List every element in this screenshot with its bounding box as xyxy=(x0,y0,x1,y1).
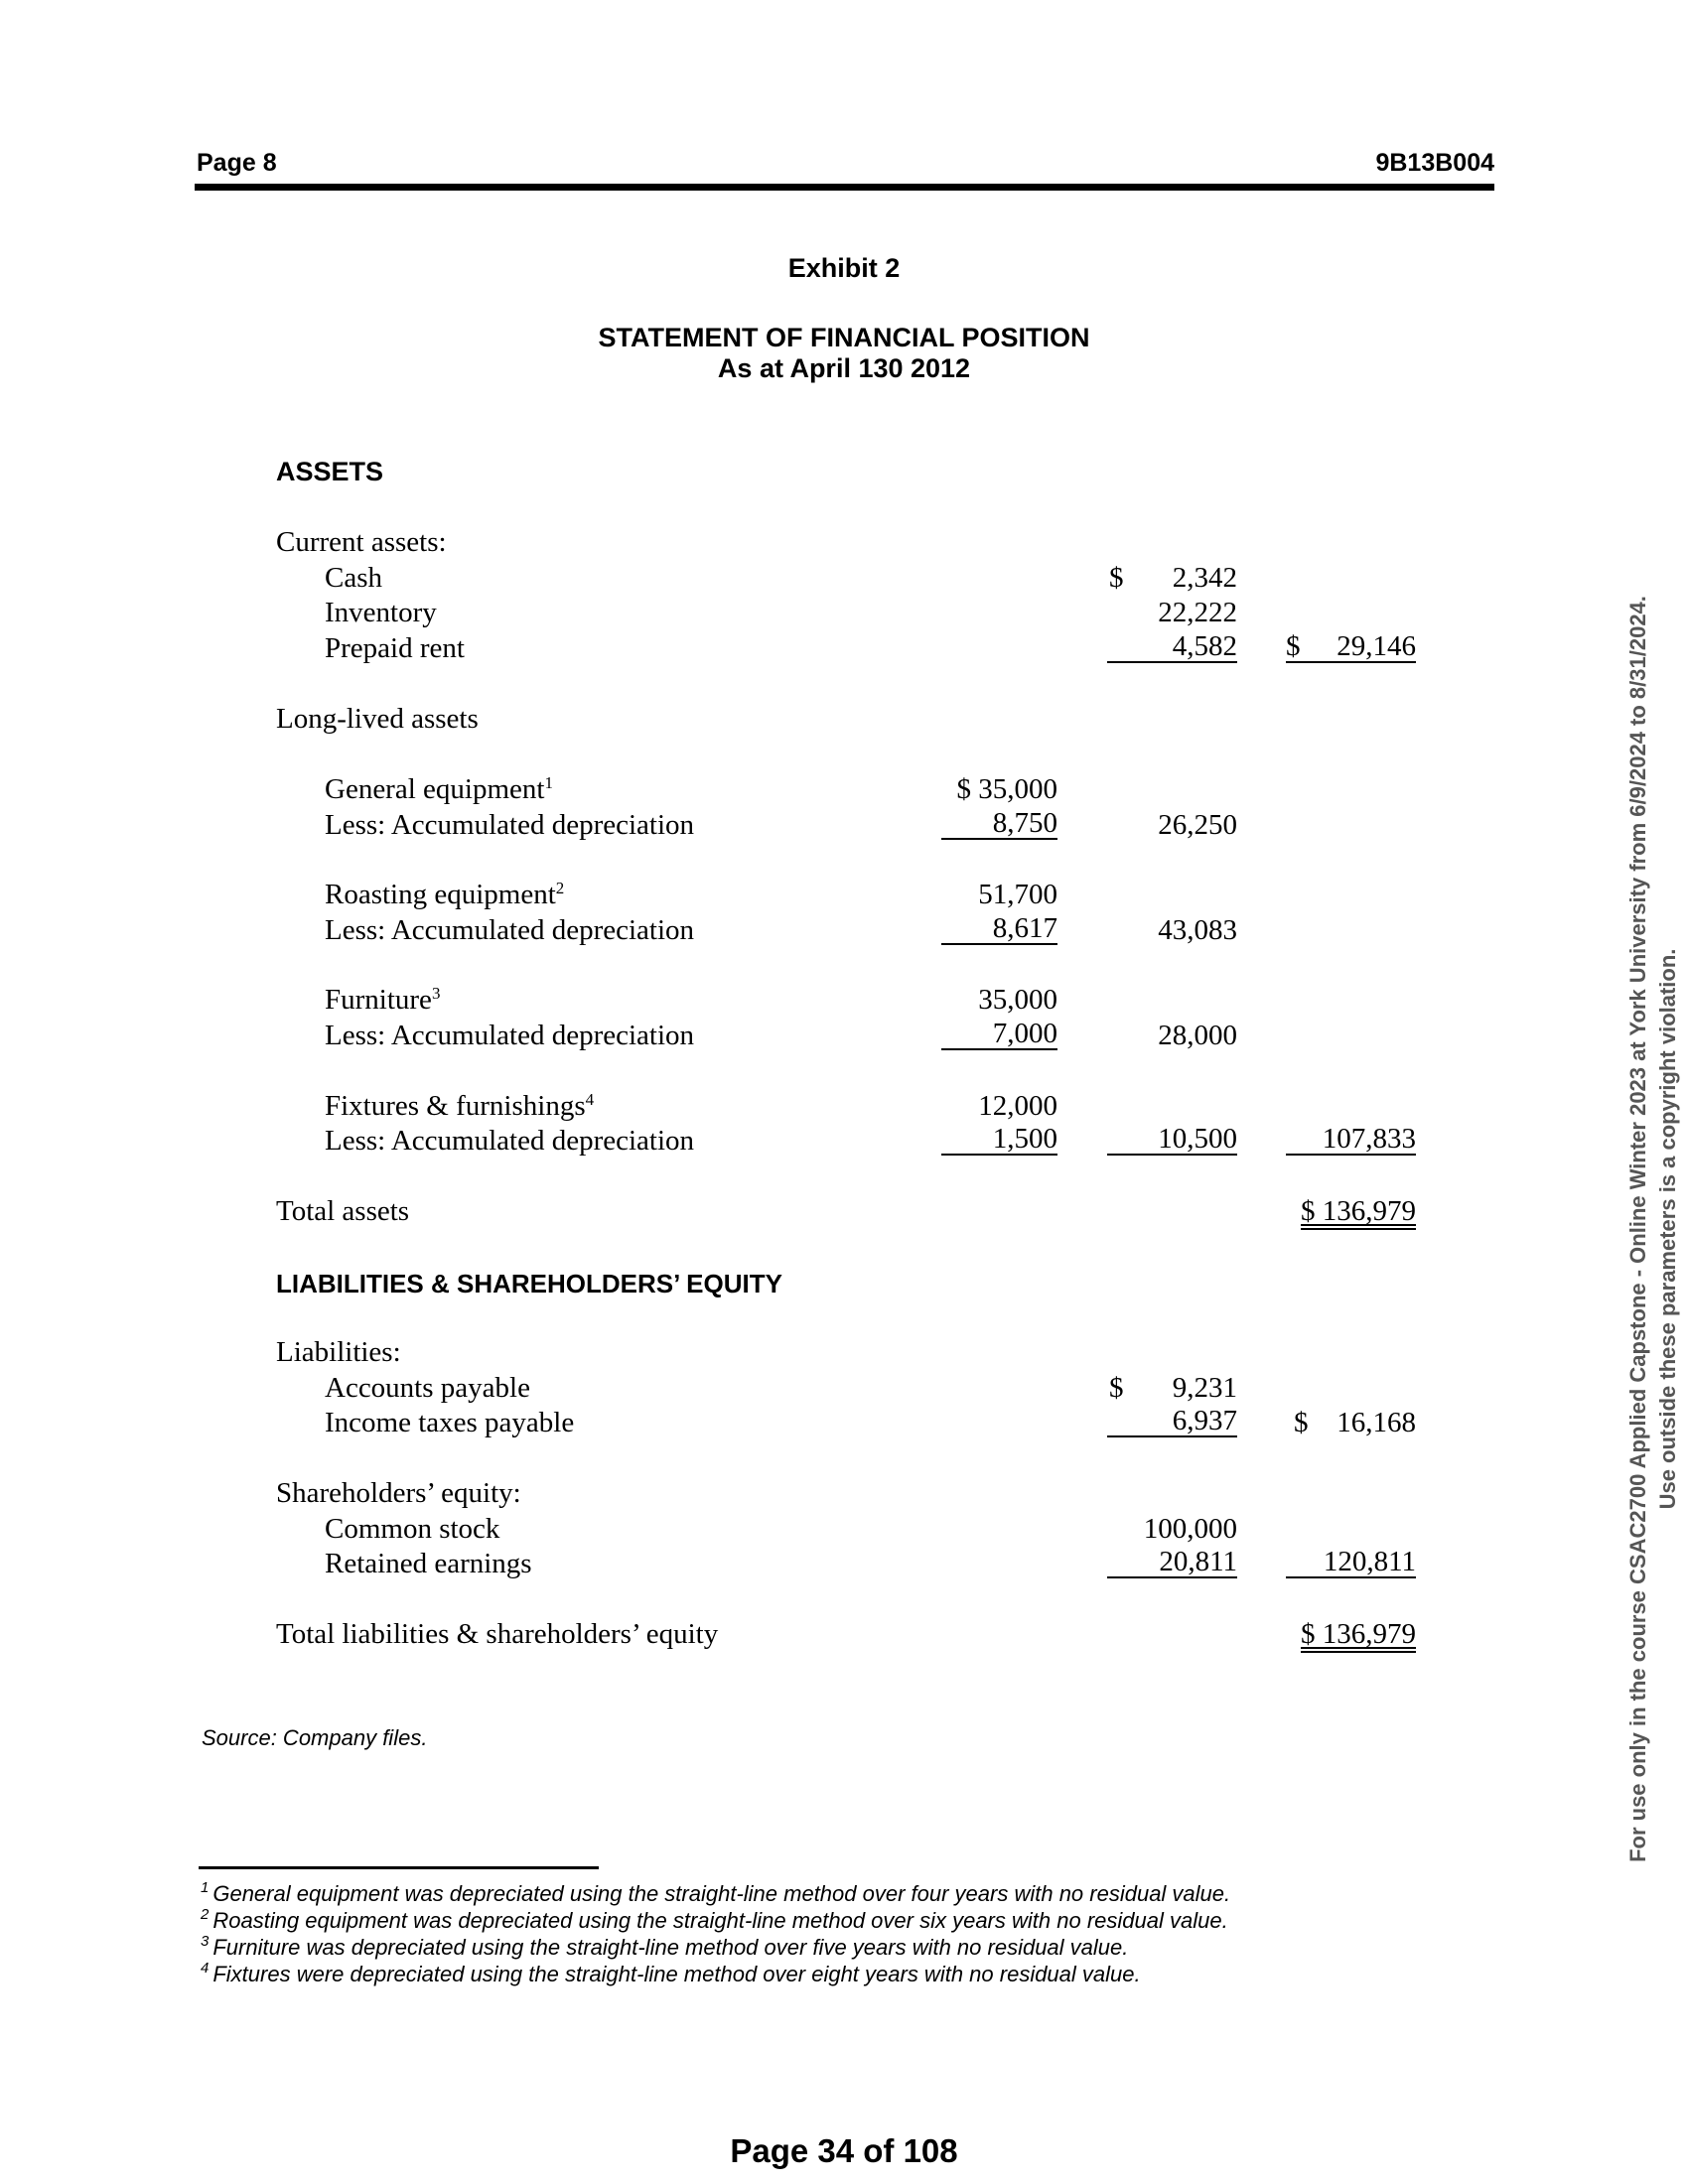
footnote-1: $^1$ General equipment was depreciated using the straight-line method over four years with no residual value. xyxy=(201,1879,1231,1906)
common-stock-value: 100,000 xyxy=(1143,1513,1237,1545)
page-number: Page 34 of 108 xyxy=(730,2132,958,2169)
fixtures-label: Fixtures & furnishings$^4$ xyxy=(325,1090,595,1122)
roasting-equipment-dep: 8,617 xyxy=(941,913,1057,945)
retained-earnings-value: 20,811 xyxy=(1107,1547,1237,1578)
accounts-payable-value: 9,231 xyxy=(1172,1372,1237,1404)
footnote-3: $^3$ Furniture was depreciated using the straight-line method over five years with no residual value. xyxy=(201,1933,1129,1960)
roasting-equipment-label: Roasting equipment$^2$ xyxy=(325,879,565,910)
statement-date: As at April 130 2012 xyxy=(717,353,971,383)
total-liabilities-equity-row xyxy=(0,1617,1688,1651)
furniture-dep-label: Less: Accumulated depreciation xyxy=(325,1020,695,1051)
equity-label: Shareholders’ equity: xyxy=(276,1477,521,1509)
watermark-line-1: For use only in the course CSAC2700 Applied Capstone - Online Winter 2023 at York University from 6/9/2024 to 8/31/2024. xyxy=(1625,596,1650,1862)
general-equipment-label: General equipment$^1$ xyxy=(325,773,553,805)
inventory-value: 22,222 xyxy=(1158,597,1237,628)
current-assets-total: 29,146 xyxy=(1336,630,1416,662)
accounts-payable-currency: $ xyxy=(1109,1372,1124,1404)
income-taxes-value: 6,937 xyxy=(1107,1406,1237,1437)
furniture-dep-row xyxy=(0,1019,1688,1052)
exhibit-title: Exhibit 2 xyxy=(787,253,901,283)
current-assets-row xyxy=(0,525,1688,559)
roasting-equipment-dep-label: Less: Accumulated depreciation xyxy=(325,914,695,946)
liabilities-total-currency: $ xyxy=(1294,1407,1309,1438)
liabilities-total: 16,168 xyxy=(1336,1407,1416,1438)
fixtures-row xyxy=(0,1089,1688,1123)
inventory-row xyxy=(0,596,1688,629)
fixtures-net: 10,500 xyxy=(1107,1124,1237,1156)
general-equipment-dep-row xyxy=(0,808,1688,842)
retained-earnings-label: Retained earnings xyxy=(325,1548,532,1579)
general-equipment-net: 26,250 xyxy=(1158,809,1237,841)
footnote-ref-3: 3 xyxy=(431,984,441,1003)
common-stock-row xyxy=(0,1512,1688,1546)
fixtures-dep-row xyxy=(0,1124,1688,1158)
income-taxes-label: Income taxes payable xyxy=(325,1407,575,1438)
current-assets-total-box xyxy=(1286,631,1416,663)
furniture-net: 28,000 xyxy=(1158,1020,1237,1051)
inventory-label: Inventory xyxy=(325,597,437,628)
accounts-payable-label: Accounts payable xyxy=(325,1372,530,1404)
liabilities-equity-heading: LIABILITIES & SHAREHOLDERS’ EQUITY xyxy=(276,1269,782,1298)
footnote-ref-2: 2 xyxy=(555,879,565,897)
total-liabilities-equity-value: $ 136,979 xyxy=(1301,1618,1416,1650)
liabilities-label: Liabilities: xyxy=(276,1336,401,1368)
general-equipment-row xyxy=(0,772,1688,806)
liabilities-row xyxy=(0,1335,1688,1369)
prepaid-rent-row xyxy=(0,631,1688,665)
retained-earnings-row xyxy=(0,1547,1688,1580)
furniture-row xyxy=(0,983,1688,1017)
furniture-cost: 35,000 xyxy=(978,984,1057,1016)
common-stock-label: Common stock xyxy=(325,1513,500,1545)
total-assets-row xyxy=(0,1194,1688,1228)
cash-label: Cash xyxy=(325,562,382,594)
roasting-equipment-cost: 51,700 xyxy=(978,879,1057,910)
fixtures-dep-label: Less: Accumulated depreciation xyxy=(325,1125,695,1157)
total-assets-value: $ 136,979 xyxy=(1301,1195,1416,1227)
prepaid-rent-value: 4,582 xyxy=(1107,631,1237,663)
general-equipment-cost: $ 35,000 xyxy=(956,773,1057,805)
furniture-dep: 7,000 xyxy=(941,1019,1057,1050)
case-code: 9B13B004 xyxy=(1375,149,1494,177)
long-lived-total: 107,833 xyxy=(1286,1124,1416,1156)
current-assets-label: Current assets: xyxy=(276,526,447,558)
fixtures-cost: 12,000 xyxy=(978,1090,1057,1122)
cash-row xyxy=(0,561,1688,595)
header-rule xyxy=(195,184,1494,191)
statement-title: STATEMENT OF FINANCIAL POSITION xyxy=(598,323,1090,352)
prepaid-rent-label: Prepaid rent xyxy=(325,632,465,664)
income-taxes-row xyxy=(0,1406,1688,1439)
current-assets-total-currency: $ xyxy=(1286,630,1301,662)
roasting-equipment-dep-row xyxy=(0,913,1688,947)
furniture-label: Furniture$^3$ xyxy=(325,984,441,1016)
equity-total: 120,811 xyxy=(1286,1547,1416,1578)
fixtures-dep: 1,500 xyxy=(941,1124,1057,1156)
general-equipment-dep-label: Less: Accumulated depreciation xyxy=(325,809,695,841)
cash-value: 2,342 xyxy=(1172,562,1237,594)
long-lived-row xyxy=(0,702,1688,736)
footnote-rule xyxy=(199,1866,599,1869)
footnote-4: $^4$ Fixtures were depreciated using the straight-line method over eight years with no residual value. xyxy=(201,1960,1141,1986)
footnote-ref-4: 4 xyxy=(585,1090,595,1109)
accounts-payable-row xyxy=(0,1371,1688,1405)
long-lived-label: Long-lived assets xyxy=(276,703,479,735)
watermark-line-2: Use outside these parameters is a copyright violation. xyxy=(1655,948,1680,1510)
total-assets-label: Total assets xyxy=(276,1195,410,1227)
footnote-2: $^2$ Roasting equipment was depreciated using the straight-line method over six years with no residual value. xyxy=(201,1906,1228,1933)
source-note: Source: Company files. xyxy=(202,1725,428,1750)
footnote-ref-1: 1 xyxy=(544,773,553,792)
general-equipment-dep: 8,750 xyxy=(941,808,1057,840)
roasting-equipment-net: 43,083 xyxy=(1158,914,1237,946)
assets-heading: ASSETS xyxy=(276,457,384,486)
roasting-equipment-row xyxy=(0,878,1688,911)
copyright-watermark xyxy=(1623,596,1683,1862)
equity-row xyxy=(0,1476,1688,1510)
total-liabilities-equity-label: Total liabilities & shareholders’ equity xyxy=(276,1618,719,1650)
cash-currency: $ xyxy=(1109,562,1124,594)
page-label: Page 8 xyxy=(197,149,277,177)
